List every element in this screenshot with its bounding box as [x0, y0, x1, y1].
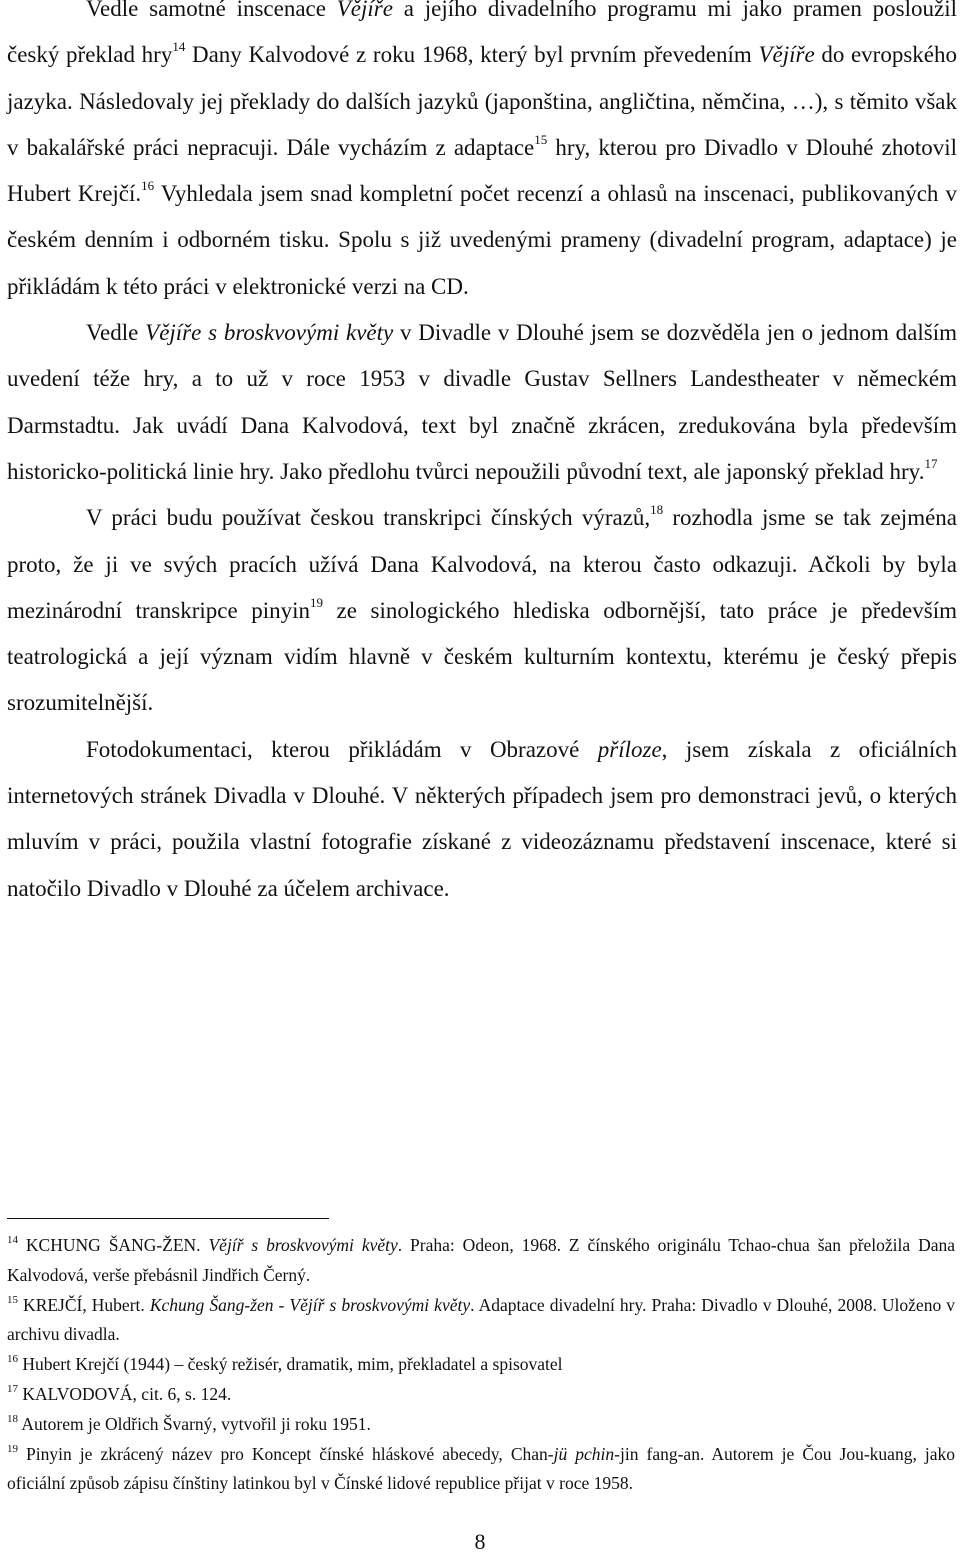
footnote-ref: 14 — [7, 1234, 18, 1246]
paragraph — [7, 495, 957, 726]
text-run: Autorem je Oldřich Švarný, vytvořil ji roku 1951. — [18, 1413, 371, 1434]
text-run: Vedle — [86, 320, 146, 346]
text-run: . Praha: Odeon, 1968. Z čínského originálu Tchao-chua šan přeložila Dana Kalvodová, verše přebásnil Jindřich Černý. — [7, 1235, 955, 1285]
text-run: Pinyin je zkrácený název pro Koncept čínské hláskové abecedy, Chan- — [18, 1443, 554, 1464]
text-run: Hubert Krejčí (1944) – český režisér, dramatik, mim, překladatel a spisovatel — [18, 1354, 563, 1375]
footnote — [7, 1350, 955, 1380]
paragraph — [7, 310, 957, 495]
text-run: v Divadle v Dlouhé jsem se dozvěděla jen o jednom dalším uvedení téže hry, a to už v roce 1953 v divadle Gustav Sellners Landestheater v německém Darmstadtu. Jak uvádí Dana Kalvodová, text byl značně zkrácen, zredukována byla především historicko-politická linie hry. Jako předlohu tvůrci nepoužili původní text, ale japonský překlad hry. — [7, 320, 957, 484]
text-run: -jin fang-an. Autorem je Čou Jou-kuang, jako oficiální způsob zápisu čínštiny latinkou byl v Čínské lidové republice přijat v roce 1958. — [7, 1443, 956, 1494]
footnote — [7, 1231, 955, 1291]
text-run: , jsem získala z oficiálních internetových stránek Divadla v Dlouhé. V některých případech jsem pro demonstraci jevů, o kterých mluvím v práci, použila vlastní fotografie získané z videozáznamu představení inscenace, které si natočilo Divadlo v Dlouhé za účelem archivace. — [7, 736, 957, 901]
footnote-ref: 19 — [310, 594, 323, 610]
page-number: 8 — [474, 1529, 486, 1554]
italic-text: Vějíře s broskvovými květy — [145, 320, 394, 346]
italic-text: Vějíře — [758, 42, 815, 68]
text-run: do evropského jazyka. Následovaly jej překlady do dalších jazyků (japonština, angličtina, němčina, …), s těmito však v bakalářské práci nepracuji. Dále vycházím z adaptace — [7, 42, 958, 160]
footnote-ref: 15 — [534, 131, 548, 147]
footnote-ref: 16 — [141, 178, 155, 194]
footnote-ref: 16 — [7, 1353, 18, 1366]
text-run: a jejího divadelního programu mi jako pramen posloužil český překlad hry — [7, 0, 957, 68]
footnote-ref: 15 — [7, 1293, 18, 1306]
text-run: rozhodla jsme se tak zejména proto, že ji ve svých pracích užívá Dana Kalvodová, na kterou často odkazuji. Ačkoli by byla mezinárodní transkripce pinyin — [7, 505, 957, 623]
italic-text: jü pchin — [553, 1443, 615, 1464]
text-run: hry, kterou pro Divadlo v Dlouhé zhotovil Hubert Krejčí. — [7, 134, 957, 207]
text-run: Vyhledala jsem snad kompletní počet recenzí a ohlasů na inscenaci, publikovaných v českém denním i odborném tisku. Spolu s již uvedenými prameny (divadelní program, adaptace) je přikládám k této práci v elektronické verzi na CD. — [7, 181, 957, 299]
footnote-ref: 17 — [924, 455, 938, 471]
footnote-ref: 19 — [7, 1442, 18, 1455]
text-run: Vedle samotné inscenace — [86, 0, 337, 21]
footnote-separator — [7, 1218, 329, 1219]
text-run: Dany Kalvodové z roku 1968, který byl prvním převedením — [185, 42, 759, 68]
footnote-ref: 18 — [7, 1412, 18, 1425]
text-run: V práci budu používat českou transkripci čínských výrazů, — [86, 505, 651, 531]
italic-text: Vějíř s broskvovými květy — [208, 1235, 398, 1255]
paragraph — [7, 0, 957, 310]
footnote — [7, 1380, 955, 1410]
italic-text: Kchung Šang-žen - Vějíř s broskvovými květy — [149, 1294, 471, 1315]
footnote-ref: 17 — [7, 1382, 18, 1395]
footnote — [7, 1410, 955, 1440]
text-run: KALVODOVÁ, cit. 6, s. 124. — [18, 1383, 232, 1404]
italic-text: Vějíře — [336, 0, 393, 21]
footnote — [7, 1291, 955, 1351]
text-run: KREJČÍ, Hubert. — [18, 1294, 150, 1315]
footnote — [7, 1440, 955, 1500]
text-run: KCHUNG ŠANG-ŽEN. — [18, 1235, 209, 1255]
main-text — [7, 0, 957, 912]
text-run: . Adaptace divadelní hry. Praha: Divadlo v Dlouhé, 2008. Uloženo v archivu divadla. — [7, 1294, 955, 1345]
footnotes — [7, 1231, 955, 1499]
italic-text: příloze — [597, 736, 662, 762]
paragraph — [7, 727, 957, 912]
footnote-ref: 14 — [172, 39, 186, 55]
text-run: ze sinologického hlediska odbornější, tato práce je především teatrologická a její význam vidím hlavně v českém kulturním kontextu, kterému je český přepis srozumitelnější. — [7, 597, 957, 716]
footnote-ref: 18 — [650, 502, 664, 518]
text-run: Fotodokumentaci, kterou přikládám v Obrazové — [86, 736, 598, 762]
